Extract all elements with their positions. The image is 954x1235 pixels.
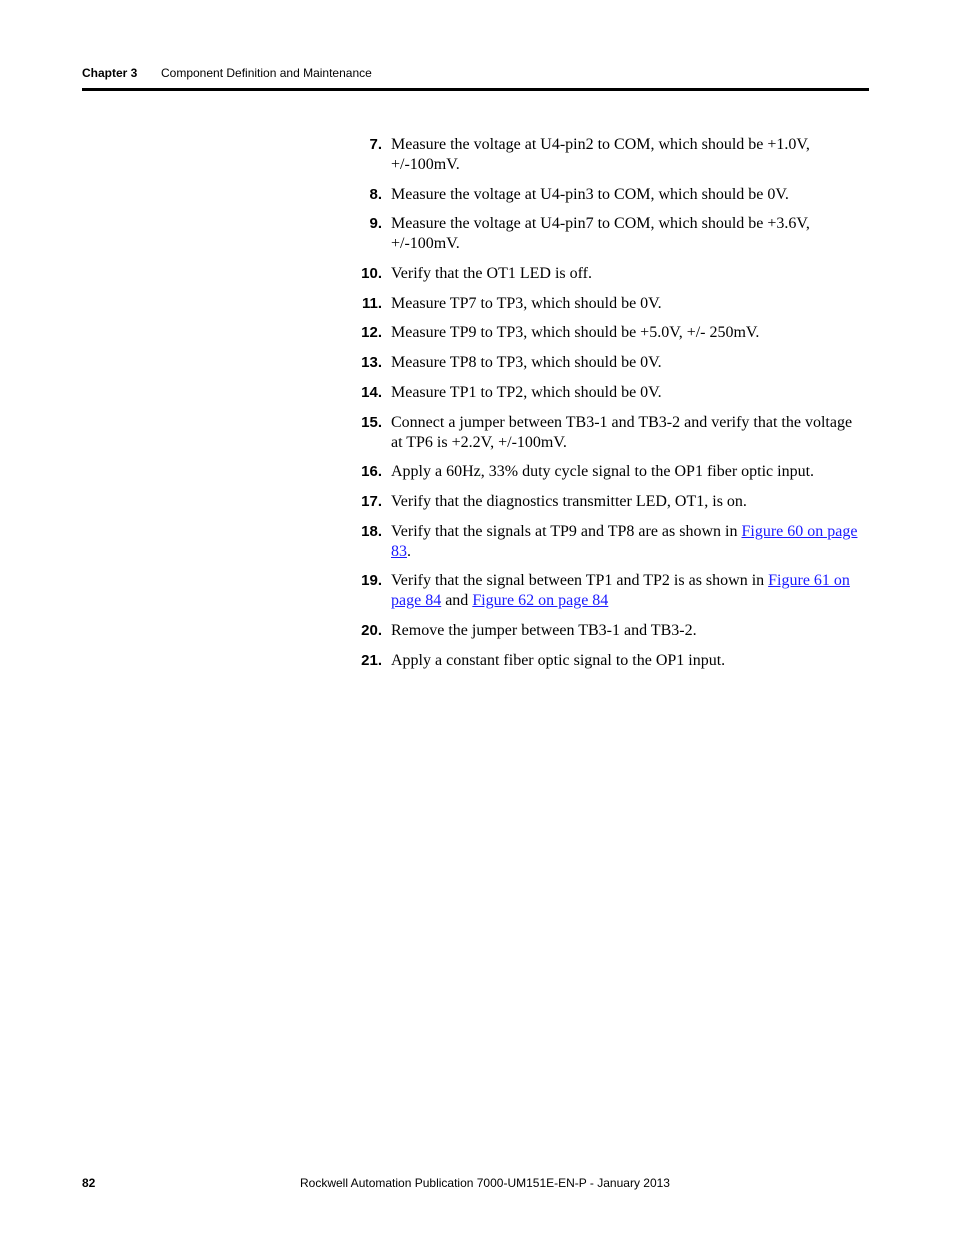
step-text: Connect a jumper between TB3-1 and TB3-2 and verify that the voltage at TP6 is +2.2V, +/-100mV. [391, 413, 853, 451]
step-text-mid: and [441, 592, 473, 610]
step-number: 17. [361, 492, 382, 510]
step-item [360, 522, 860, 562]
step-item [360, 214, 860, 254]
step-number: 10. [361, 265, 382, 283]
step-text: Verify that the OT1 LED is off. [391, 265, 592, 283]
step-item [360, 264, 860, 284]
step-text: Measure the voltage at U4-pin7 to COM, which should be +3.6V, +/-100mV. [391, 215, 810, 253]
step-number: 12. [361, 324, 382, 342]
page-number: 82 [82, 1176, 96, 1190]
step-text: Measure the voltage at U4-pin2 to COM, which should be +1.0V, +/-100mV. [391, 136, 810, 173]
header-rule [82, 88, 869, 91]
step-number: 21. [361, 651, 382, 669]
figure-62-link[interactable]: Figure 62 on page 84 [472, 592, 609, 610]
step-number: 13. [361, 354, 382, 372]
step-text: Measure TP1 to TP2, which should be 0V. [391, 383, 662, 401]
step-item [360, 353, 860, 373]
chapter-label: Chapter 3 [82, 66, 138, 80]
step-number: 15. [361, 413, 382, 431]
step-number: 16. [361, 463, 382, 481]
step-text: Remove the jumper between TB3-1 and TB3-2. [391, 621, 697, 639]
step-number: 7. [369, 136, 382, 153]
step-text: Measure TP8 to TP3, which should be 0V. [391, 354, 662, 372]
step-text: Verify that the signals at TP9 and TP8 are as shown in [391, 522, 742, 540]
figure-60-link[interactable]: Figure 60 on page 83 [391, 522, 858, 560]
step-item [360, 651, 860, 671]
step-item [360, 323, 860, 343]
step-text: Measure TP9 to TP3, which should be +5.0V, +/- 250mV. [391, 324, 760, 342]
step-number: 14. [361, 383, 382, 401]
step-item [360, 185, 860, 205]
page-header [82, 66, 869, 82]
step-text: Measure TP7 to TP3, which should be 0V. [391, 294, 662, 312]
step-text: Verify that the signal between TP1 and TP2 is as shown in [391, 572, 769, 590]
step-item [360, 413, 860, 453]
step-item [360, 294, 860, 314]
chapter-title: Component Definition and Maintenance [161, 66, 372, 80]
step-number: 9. [369, 215, 382, 233]
publication-info: Rockwell Automation Publication 7000-UM151E-EN-P - January 2013 [300, 1176, 670, 1190]
step-item [360, 621, 860, 641]
step-item [360, 462, 860, 482]
step-text: Measure the voltage at U4-pin3 to COM, which should be 0V. [391, 185, 789, 203]
figure-61-link[interactable]: Figure 61 on page 84 [391, 572, 850, 610]
step-item [360, 135, 860, 175]
step-number: 18. [361, 522, 382, 540]
step-number: 20. [361, 621, 382, 639]
step-text: Apply a constant fiber optic signal to the OP1 input. [391, 651, 726, 669]
step-item [360, 571, 860, 611]
step-number: 11. [361, 294, 382, 312]
step-number: 8. [369, 185, 382, 203]
step-item [360, 492, 860, 512]
procedure-steps [360, 135, 860, 680]
step-text-end: . [407, 542, 411, 560]
step-number: 19. [361, 572, 382, 590]
step-item [360, 383, 860, 403]
step-text: Verify that the diagnostics transmitter LED, OT1, is on. [391, 492, 747, 510]
step-text: Apply a 60Hz, 33% duty cycle signal to the OP1 fiber optic input. [391, 463, 815, 481]
